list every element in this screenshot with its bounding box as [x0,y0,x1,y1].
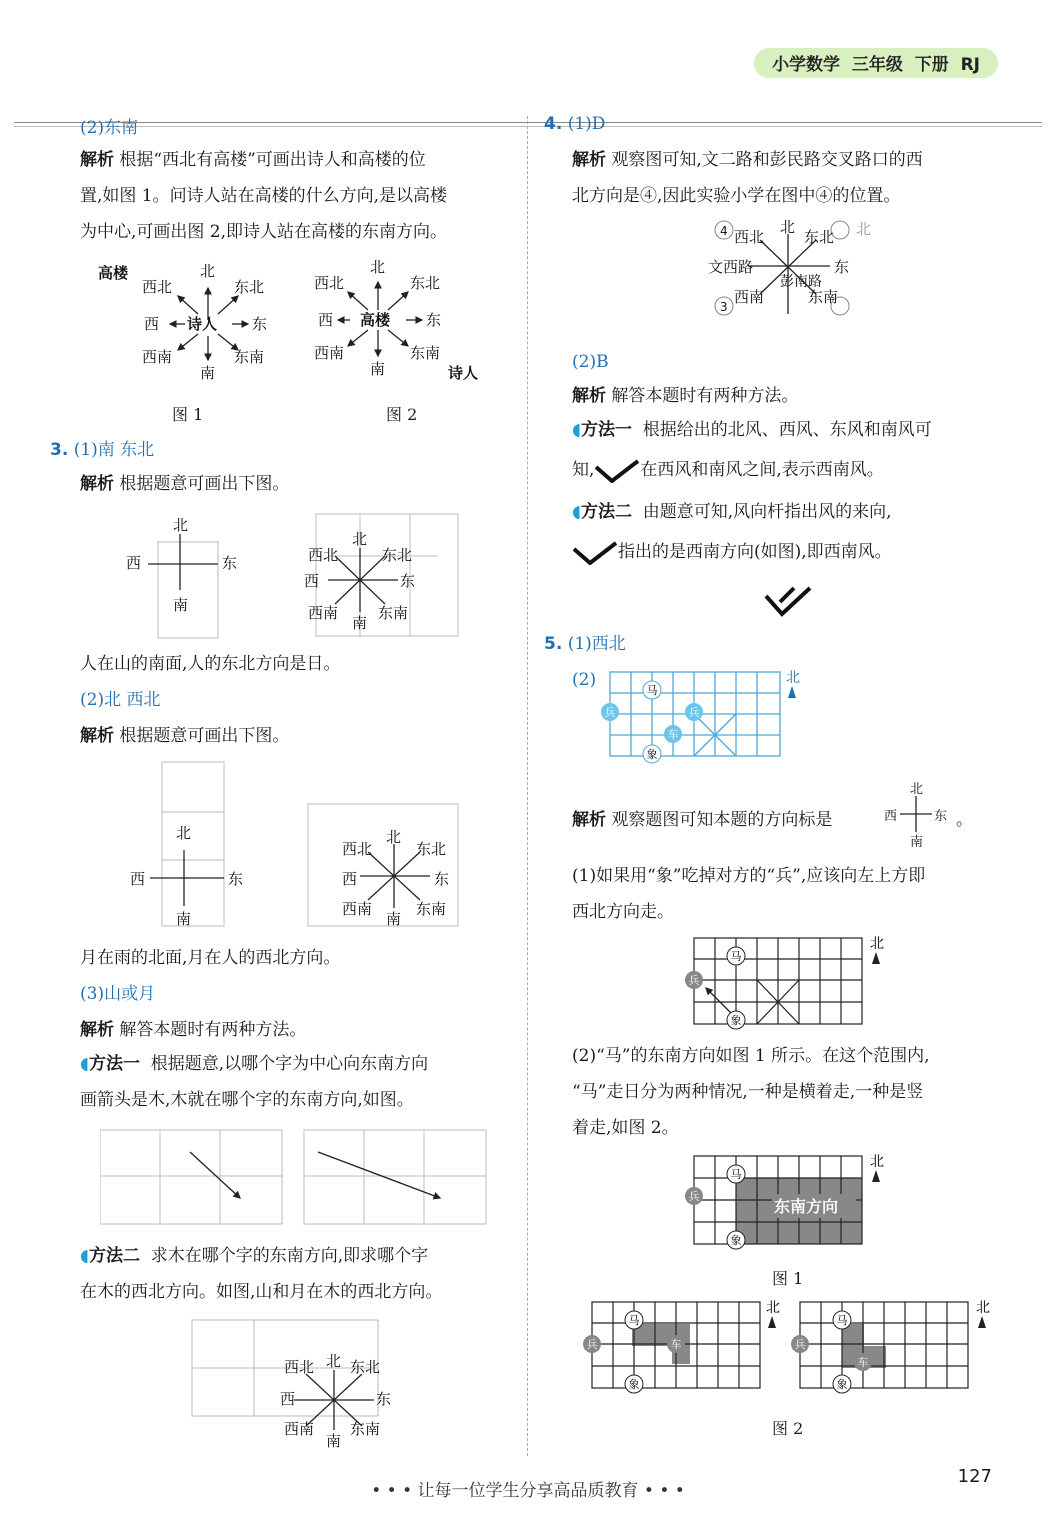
svg-text:东: 东 [252,315,268,333]
svg-text:东南: 东南 [808,288,839,306]
svg-text:西: 西 [144,315,160,333]
fig1-caption: 图 1 [172,405,204,424]
q5-board-fig1 [684,1150,894,1254]
svg-text:北: 北 [370,258,386,276]
column-divider [527,116,528,1456]
header-rule-2 [14,126,1042,127]
svg-text:东南: 东南 [416,900,447,918]
svg-text:兵: 兵 [688,706,700,719]
svg-text:南: 南 [370,360,386,378]
svg-text:东: 东 [400,572,416,590]
svg-text:西: 西 [126,554,142,572]
svg-text:兵: 兵 [794,1338,806,1351]
svg-text:象: 象 [730,1014,742,1027]
svg-text:西南: 西南 [342,900,373,918]
header-banner: 小学数学 三年级 下册 RJ [754,48,998,78]
svg-text:兵: 兵 [688,1190,700,1203]
page-number: 127 [957,1466,992,1487]
svg-text:马: 马 [730,950,742,963]
bulb-icon: ◖ [572,502,581,522]
svg-text:象: 象 [628,1378,640,1391]
svg-text:北: 北 [176,824,192,842]
svg-text:东北: 东北 [234,278,265,296]
jiexi-label: 解析 [80,150,114,170]
svg-text:东: 东 [376,1390,392,1408]
svg-text:东北: 东北 [410,274,441,292]
svg-text:东: 东 [934,809,948,824]
svg-text:诗人: 诗人 [448,364,479,382]
svg-text:南: 南 [173,596,189,614]
svg-text:南: 南 [326,1432,342,1448]
svg-text:文西路: 文西路 [708,258,754,276]
q5-board-1 [684,932,894,1032]
q4-crossroad-figure [700,214,890,338]
svg-text:兵: 兵 [586,1338,598,1351]
bulb-icon: ◖ [80,1246,89,1266]
svg-text:东: 东 [228,870,244,888]
fig2-caption: 图 2 [386,405,418,424]
svg-text:北: 北 [326,1352,342,1370]
svg-text:南: 南 [176,910,192,928]
svg-text:西: 西 [318,311,334,329]
svg-text:东北: 东北 [382,546,413,564]
svg-text:东: 东 [426,311,442,329]
svg-text:马: 马 [628,1314,640,1327]
svg-text:象: 象 [646,748,658,761]
svg-text:西: 西 [130,870,146,888]
svg-text:北: 北 [786,670,800,686]
svg-text:西南: 西南 [284,1420,315,1438]
svg-text:西南: 西南 [314,344,345,362]
footer-slogan: • • • 让每一位学生分享高品质教育 • • • [371,1481,685,1501]
svg-text:东北: 东北 [804,228,835,246]
svg-text:北: 北 [976,1300,990,1316]
wind-vane-icon [572,541,618,565]
svg-text:车: 车 [857,1356,869,1369]
svg-text:西北: 西北 [308,546,339,564]
bulb-icon: ◖ [80,1054,89,1074]
svg-text:东: 东 [434,870,450,888]
dir-label: 东南方向 [774,1197,839,1216]
svg-text:马: 马 [730,1168,742,1181]
svg-text:象: 象 [836,1378,848,1391]
svg-text:彭南路: 彭南路 [780,274,822,290]
q3-answer: (1)南 东北 [73,440,155,460]
svg-text:西: 西 [304,572,320,590]
q3-figure-1 [120,512,470,642]
q5-chessboard-blue [596,664,816,764]
svg-text:北: 北 [780,218,796,236]
svg-text:西南: 西南 [308,604,339,622]
svg-text:北: 北 [910,782,924,797]
svg-text:东: 东 [834,258,850,276]
svg-text:东北: 东北 [350,1358,381,1376]
svg-text:西: 西 [280,1390,296,1408]
q3-figure-2 [120,760,470,930]
svg-text:北: 北 [856,220,872,238]
text-line: 根据“西北有高楼”可画出诗人和高楼的位 [119,150,426,170]
svg-text:东南: 东南 [378,604,409,622]
svg-text:西南: 西南 [142,348,173,366]
svg-text:西: 西 [342,870,358,888]
svg-text:东北: 东北 [416,840,447,858]
svg-text:马: 马 [836,1314,848,1327]
svg-text:车: 车 [670,1338,682,1351]
svg-text:西北: 西北 [142,278,173,296]
svg-text:东: 东 [222,554,238,572]
svg-text:北: 北 [766,1300,780,1316]
svg-text:3: 3 [720,300,728,314]
q5-board-fig2 [578,1296,998,1400]
svg-text:南: 南 [352,614,368,632]
svg-text:北: 北 [870,1154,884,1170]
q3-number: 3. [50,440,69,460]
svg-text:东南: 东南 [234,348,265,366]
bulb-icon: ◖ [572,420,581,440]
svg-text:马: 马 [646,684,658,697]
svg-text:西北: 西北 [342,840,373,858]
svg-text:象: 象 [730,1234,742,1247]
svg-text:兵: 兵 [604,706,616,719]
svg-text:东南: 东南 [350,1420,381,1438]
label-building: 高楼 [98,264,129,282]
svg-text:北: 北 [352,530,368,548]
svg-text:西北: 西北 [734,228,765,246]
method2-figure [190,1318,410,1448]
svg-text:南: 南 [386,910,402,928]
svg-text:北: 北 [200,262,216,280]
svg-text:西南: 西南 [734,288,765,306]
svg-text:西北: 西北 [284,1358,315,1376]
wind-vane-icon [594,459,640,483]
method1-figures [100,1128,500,1228]
direction-marker [884,780,956,850]
compass-figures-1-2 [90,258,510,388]
svg-text:东南: 东南 [410,344,441,362]
svg-text:高楼: 高楼 [360,311,391,329]
svg-text:兵: 兵 [688,974,700,987]
svg-text:南: 南 [910,835,924,850]
svg-text:北: 北 [173,516,189,534]
svg-text:诗人: 诗人 [187,315,218,333]
text-line: 为中心,可画出图 2,即诗人站在高楼的东南方向。 [80,222,448,242]
svg-text:车: 车 [667,728,679,741]
answer-2: (2)东南 [80,118,139,138]
svg-text:北: 北 [870,936,884,952]
svg-text:北: 北 [386,828,402,846]
svg-text:西: 西 [884,809,898,824]
svg-text:西北: 西北 [314,274,345,292]
text-line: 置,如图 1。问诗人站在高楼的什么方向,是以高楼 [80,186,448,206]
svg-text:南: 南 [200,364,216,382]
header-rule [14,122,1042,123]
wind-vane-sw-icon [764,582,814,618]
svg-text:4: 4 [720,224,728,238]
